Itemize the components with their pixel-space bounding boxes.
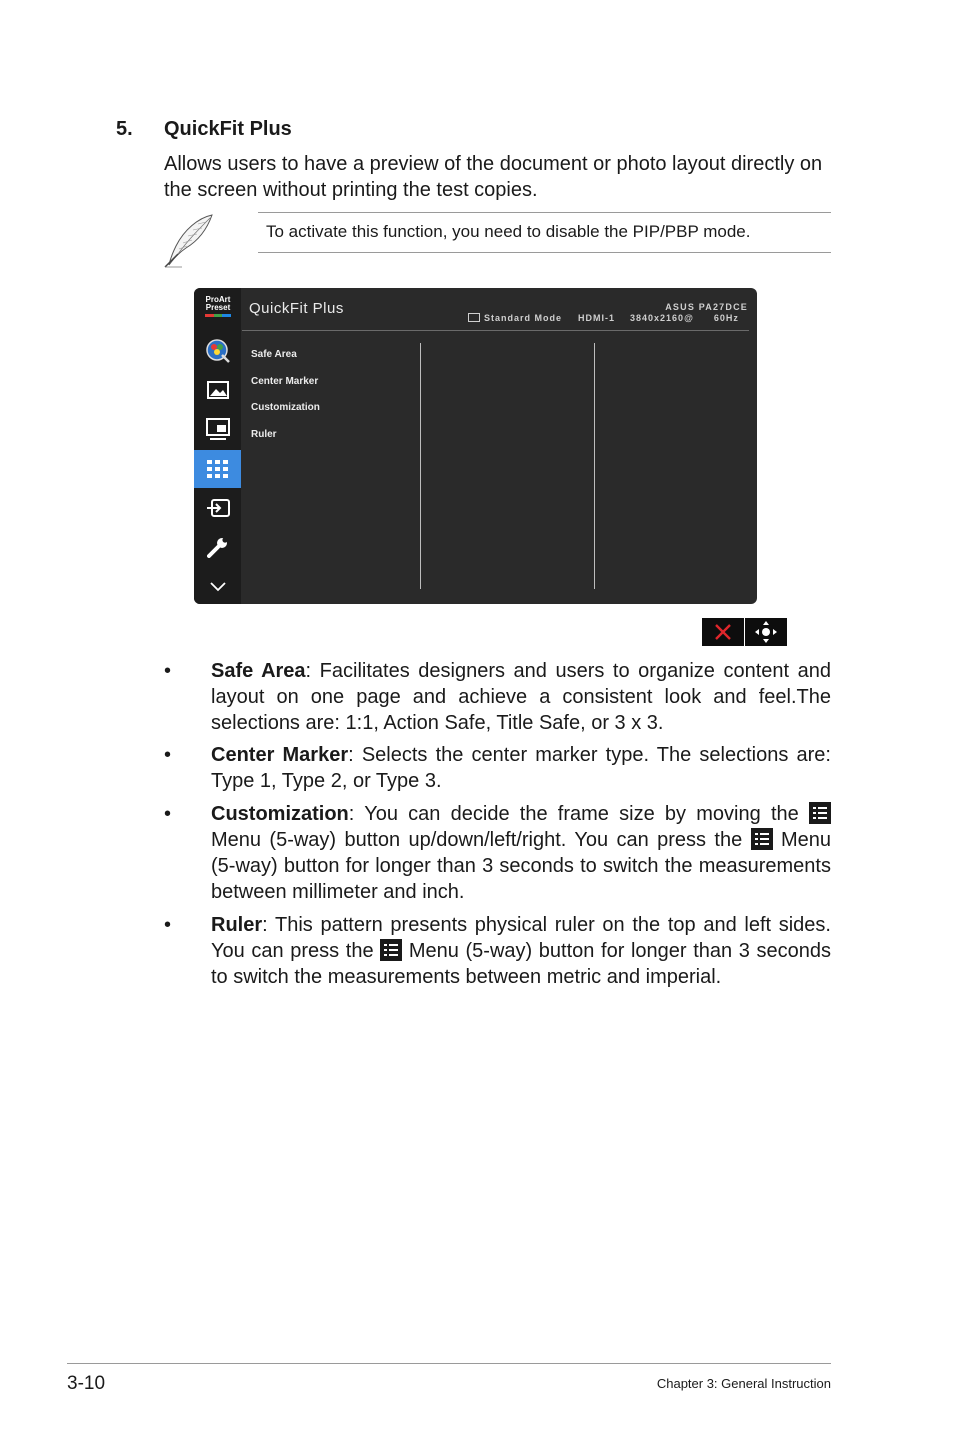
section-number: 5. — [116, 118, 133, 140]
osd-column-divider — [420, 343, 421, 589]
monitor-icon — [468, 313, 480, 322]
image-icon[interactable] — [194, 371, 241, 409]
bullet-term: Ruler — [211, 914, 263, 936]
osd-header-divider — [242, 330, 749, 331]
osd-menu-item-safe-area[interactable]: Safe Area — [251, 349, 297, 360]
osd-column-divider — [594, 343, 595, 589]
osd-status-bar — [468, 313, 749, 323]
note-text: To activate this function, you need to disable the PIP/PBP mode. — [266, 222, 751, 241]
color-palette-icon[interactable] — [194, 332, 241, 370]
menu-button-icon — [380, 939, 402, 961]
bullet-marker: • — [164, 660, 172, 682]
osd-sidebar — [194, 288, 241, 604]
bullet-term: Customization — [211, 803, 349, 825]
section-title: QuickFit Plus — [164, 118, 292, 140]
menu-button-icon — [751, 828, 773, 850]
bullet-marker: • — [164, 914, 172, 936]
osd-title: QuickFit Plus — [249, 300, 344, 317]
close-button[interactable] — [702, 618, 744, 646]
status-resolution: 3840x2160@ — [630, 313, 694, 323]
status-refresh: 60Hz — [713, 313, 739, 323]
bullet-ruler: Ruler: This pattern presents physical ruler on the top and left sides. You can press the Menu (5-way) button for longer than 3 seconds to switch the measurements between metric and imperial. — [211, 914, 832, 988]
five-way-navigation-icon — [754, 620, 778, 644]
osd-menu-item-center-marker[interactable]: Center Marker — [251, 376, 319, 387]
menu-button-icon — [809, 802, 831, 824]
note-bottom-rule — [258, 252, 831, 253]
bullet-customization: Customization: You can decide the frame size by moving the Menu (5-way) button up/down/left/right. You can press the Menu (5-way) button for longer than 3 seconds to switch the measurements between millimeter and inch. — [211, 803, 831, 903]
bullet-term: Center Marker — [211, 744, 349, 766]
bullet-marker: • — [164, 803, 172, 825]
chevron-down-icon[interactable] — [194, 567, 241, 604]
close-icon — [713, 622, 733, 642]
quill-pen-icon — [162, 212, 218, 270]
osd-menu-screenshot — [194, 288, 757, 604]
status-mode: Standard Mode — [484, 313, 563, 323]
bullet-safe-area: Safe Area: Facilitates designers and users to organize content and layout on one page and achieve a consistent look and feel.The selections are: 1:1, Action Safe, Title Safe, or 3 x 3. — [211, 660, 831, 734]
osd-menu-item-ruler[interactable]: Ruler — [251, 429, 277, 440]
status-input: HDMI-1 — [578, 313, 616, 323]
wrench-icon[interactable] — [194, 528, 241, 566]
section-intro: Allows users to have a preview of the document or photo layout directly on the screen without printing the test copies. — [164, 153, 823, 201]
chapter-label: Chapter 3: General Instruction — [656, 1376, 831, 1391]
page-number: 3-10 — [67, 1373, 106, 1394]
five-way-navigation-button[interactable] — [745, 618, 787, 646]
osd-model-name: ASUS PA27DCE — [665, 302, 748, 312]
quickfit-grid-icon[interactable] — [194, 450, 241, 488]
bullet-term: Safe Area — [211, 660, 306, 682]
note-top-rule — [258, 212, 831, 213]
proart-preset-logo: ProArt Preset — [199, 296, 237, 326]
bullet-center-marker: Center Marker: Selects the center marker type. The selections are: Type 1, Type 2, or Type 3. — [211, 744, 831, 792]
osd-menu-item-customization[interactable]: Customization — [251, 402, 320, 413]
bullet-marker: • — [164, 744, 172, 766]
footer-rule — [67, 1363, 831, 1364]
input-select-icon[interactable] — [194, 489, 241, 527]
pip-icon[interactable] — [194, 410, 241, 448]
